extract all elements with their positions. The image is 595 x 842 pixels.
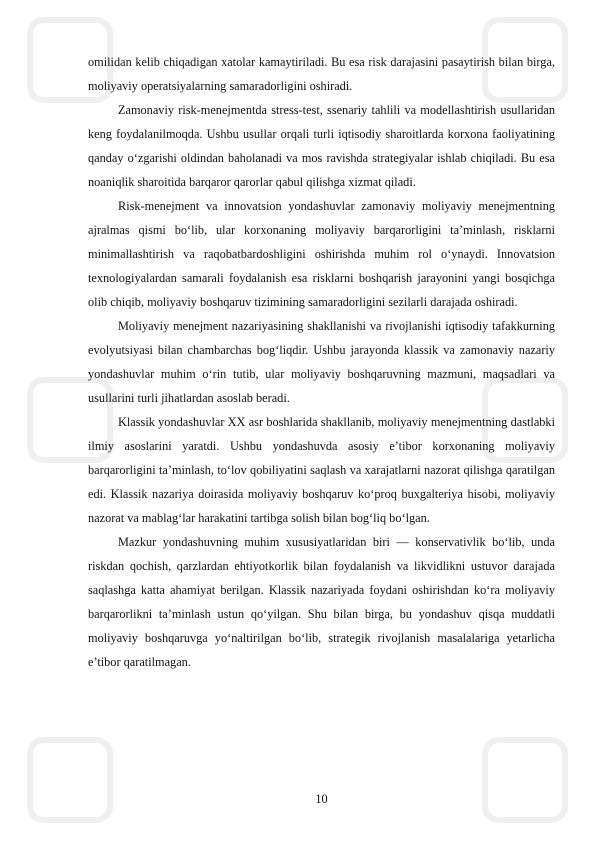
paragraph-6: Mazkur yondashuvning muhim xususiyatlaridan biri — konservativlik bo‘lib, unda riskdan qochish, qarzlardan ehtiyotkorlik bilan foydalanish va likvidlikni ustuvor darajada saqlashga katta ahamiyat berilgan. Klassik nazariyada foydani oshirishdan ko‘ra moliyaviy barqarorlikni ta’minlash ustun qo‘yilgan. Shu bilan birga, bu yondashuv qisqa muddatli moliyaviy boshqaruvga yo‘naltirilgan bo‘lib, strategik rivojlanish masalalariga yetarlicha e’tibor qaratilmagan.	[88, 535, 555, 669]
paragraph-2: Zamonaviy risk-menejmentda stress-test, ssenariy tahlili va modellashtirish usullaridan keng foydalanilmoqda. Ushbu usullar orqali turli iqtisodiy sharoitlarda korxona faoliyatining qanday o‘zgarishi oldindan baholanadi va mos ravishda strategiyalar ishlab chiqiladi. Bu esa noaniqlik sharoitida barqaror qarorlar qabul qilishga xizmat qiladi.	[88, 103, 555, 189]
paragraph-3: Risk-menejment va innovatsion yondashuvlar zamonaviy moliyaviy menejmentning ajralmas qismi bo‘lib, ular korxonaning moliyaviy barqarorligini ta’minlash, risklarni minimallashtirish va raqobatbardoshligini oshirishda muhim rol o‘ynaydi. Innovatsion texnologiyalardan samarali foydalanish esa risklarni boshqarish jarayonini yangi bosqichga olib chiqib, moliyaviy boshqaruv tizimining samaradorligini sezilarli darajada oshiradi.	[88, 199, 555, 309]
paragraph-1: omilidan kelib chiqadigan xatolar kamaytiriladi. Bu esa risk darajasini pasaytirish bilan birga, moliyaviy operatsiyalarning samaradorligini oshiradi.	[88, 55, 555, 93]
document-page	[88, 50, 555, 806]
paragraph-4: Moliyaviy menejment nazariyasining shakllanishi va rivojlanishi iqtisodiy tafakkurning evolyutsiyasi bilan chambarchas bog‘liqdir. Ushbu jarayonda klassik va zamonaviy nazariy yondashuvlar muhim o‘rin tutib, ular moliyaviy boshqaruvning mazmuni, maqsadlari va usullarini turli jihatlardan asoslab beradi.	[88, 319, 555, 405]
page-number: 10	[315, 792, 328, 806]
paragraph-5: Klassik yondashuvlar XX asr boshlarida shakllanib, moliyaviy menejmentning dastlabki ilmiy asoslarini yaratdi. Ushbu yondashuvda asosiy e’tibor korxonaning moliyaviy barqarorligini ta’minlash, to‘lov qobiliyatini saqlash va xarajatlarni nazorat qilishga qaratilgan edi. Klassik nazariya doirasida moliyaviy boshqaruv ko‘proq buxgalteriya hisobi, moliyaviy nazorat va mablag‘lar harakatini tartibga solish bilan bog‘liq bo‘lgan.	[88, 415, 555, 525]
